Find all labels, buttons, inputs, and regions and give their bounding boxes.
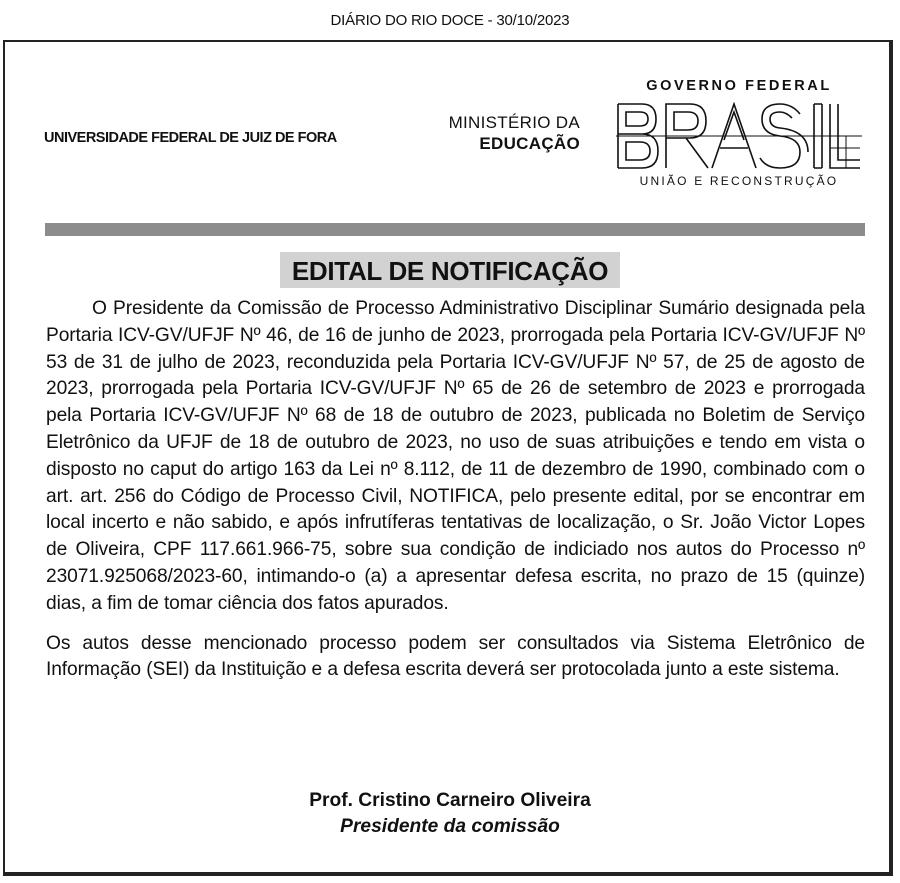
government-logo-top-text: GOVERNO FEDERAL — [646, 78, 832, 94]
notice-paragraph-1: O Presidente da Comissão de Processo Administrativo Disciplinar Sumário designada pela Portaria ICV-GV/UFJF Nº 46, de 16 de junho de 2023, prorrogada pela Portaria ICV-GV/UFJF Nº 53 de 31 de julho de 2023, reconduzida pela Portaria ICV-GV/UFJF Nº 57, de 25 de agosto de 2023, prorrogada pela Portaria ICV-GV/UFJF Nº 65 de 26 de setembro de 2023 e prorrogada pela Portaria ICV-GV/UFJF Nº 68 de 18 de outubro de 2023, publicada no Boletim de Serviço Eletrônico da UFJF de 18 de outubro de 2023, no uso de suas atribuições e tendo em vista o disposto no caput do artigo 163 da Lei nº 8.112, de 11 de dezembro de 1990, combinado com o art. art. 256 do Código de Processo Civil, NOTIFICA, pelo presente edital, por se encontrar em local incerto e não sabido, e após infrutíferas tentativas de localização, o Sr. João Victor Lopes de Oliveira, CPF 117.661.966-75, sobre sua condição de indiciado nos autos do Processo nº 23071.925068/2023-60, intimando-o (a) a apresentar defesa escrita, no prazo de 15 (quinze) dias, a fim de tomar ciência dos fatos apurados. — [46, 298, 865, 614]
government-logo — [612, 74, 866, 192]
brasil-wordmark-icon — [616, 102, 862, 170]
signature-block — [0, 788, 900, 840]
notice-paragraph-2: Os autos desse mencionado processo podem ser consultados via Sistema Eletrônico de Informação (SEI) da Instituição e a defesa escrita deverá ser protocolada junto a este sistema. — [46, 632, 865, 681]
notice-body — [46, 296, 865, 684]
signatory-name: Prof. Cristino Carneiro Oliveira — [309, 790, 591, 811]
newspaper-header: DIÁRIO DO RIO DOCE - 30/10/2023 — [330, 12, 570, 29]
signatory-role: Presidente da comissão — [340, 816, 560, 837]
divider-bar — [45, 223, 865, 236]
ministry-line2: EDUCAÇÃO — [479, 134, 580, 153]
title-row — [0, 252, 900, 288]
notice-title: EDITAL DE NOTIFICAÇÃO — [280, 252, 620, 288]
government-logo-bottom-text: UNIÃO E RECONSTRUÇÃO — [639, 174, 839, 188]
ministry-line1: MINISTÉRIO DA — [448, 113, 580, 132]
ministry-logo — [420, 112, 580, 154]
institution-name: UNIVERSIDADE FEDERAL DE JUIZ DE FORA — [44, 130, 337, 146]
